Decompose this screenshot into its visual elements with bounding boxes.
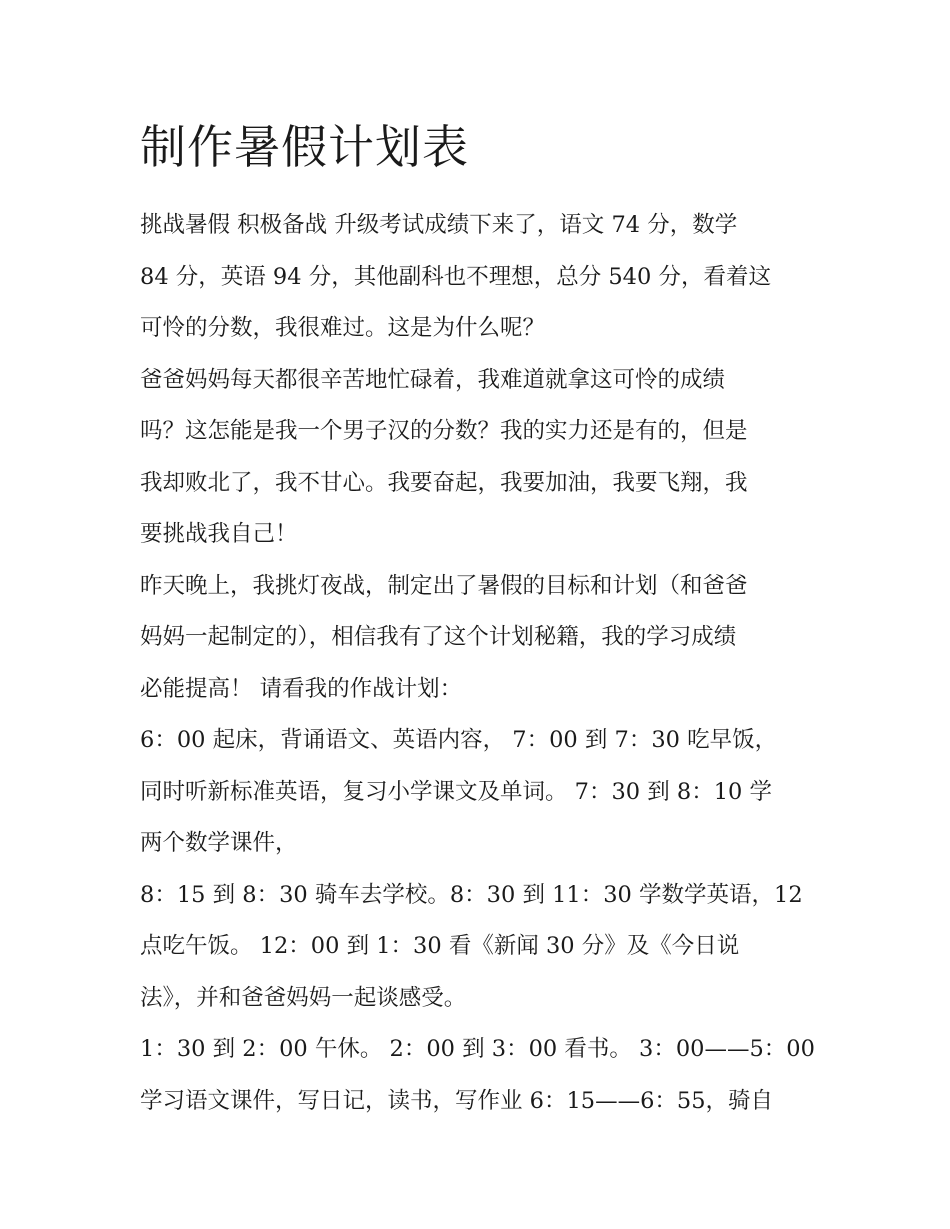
text-line: 84 分，英语 94 分，其他副科也不理想，总分 540 分，看着这 <box>140 263 771 290</box>
text-line: 法》，并和爸爸妈妈一起谈感受。 <box>140 984 467 1011</box>
text-line: 6：00 起床，背诵语文、英语内容， 7：00 到 7：30 吃早饭， <box>140 727 778 753</box>
paragraph-2 <box>140 355 820 561</box>
paragraph-6 <box>140 1024 820 1127</box>
paragraph-1 <box>140 200 820 355</box>
text-line: 爸爸妈妈每天都很辛苦地忙碌着，我难道就拿这可怜的成绩 <box>140 366 726 393</box>
text-line: 挑战暑假 积极备战 升级考试成绩下来了，语文 74 分，数学 <box>140 212 738 238</box>
text-line: 学习语文课件，写日记，读书，写作业 6：15——6：55，骑自 <box>140 1087 774 1114</box>
text-line: 可怜的分数，我很难过。这是为什么呢？ <box>140 315 546 341</box>
text-line: 昨天晚上，我挑灯夜战，制定出了暑假的目标和计划（和爸爸 <box>140 572 748 599</box>
paragraph-3 <box>140 561 820 716</box>
text-line: 同时听新标准英语，复习小学课文及单词。 7：30 到 8：10 学 <box>140 778 773 805</box>
text-line: 我却败北了，我不甘心。我要奋起，我要加油，我要飞翔，我 <box>140 469 748 496</box>
paragraph-5 <box>140 870 820 1025</box>
text-line: 要挑战我自己！ <box>140 521 298 547</box>
text-line: 两个数学课件， <box>140 830 298 856</box>
paragraph-4 <box>140 715 820 870</box>
text-line: 必能提高！ 请看我的作战计划： <box>140 675 463 702</box>
text-line: 8：15 到 8：30 骑车去学校。8：30 到 11：30 学数学英语，12 <box>140 881 803 908</box>
text-line: 点吃午饭。 12：00 到 1：30 看《新闻 30 分》及《今日说 <box>140 933 740 959</box>
document-title: 制作暑假计划表 <box>140 120 469 174</box>
text-line: 1：30 到 2：00 午休。 2：00 到 3：00 看书。 3：00——5：00 <box>140 1036 815 1062</box>
text-line: 吗？这怎能是我一个男子汉的分数？我的实力还是有的，但是 <box>140 418 748 444</box>
document-page <box>140 112 820 1127</box>
text-line: 妈妈一起制定的），相信我有了这个计划秘籍，我的学习成绩 <box>140 624 737 650</box>
